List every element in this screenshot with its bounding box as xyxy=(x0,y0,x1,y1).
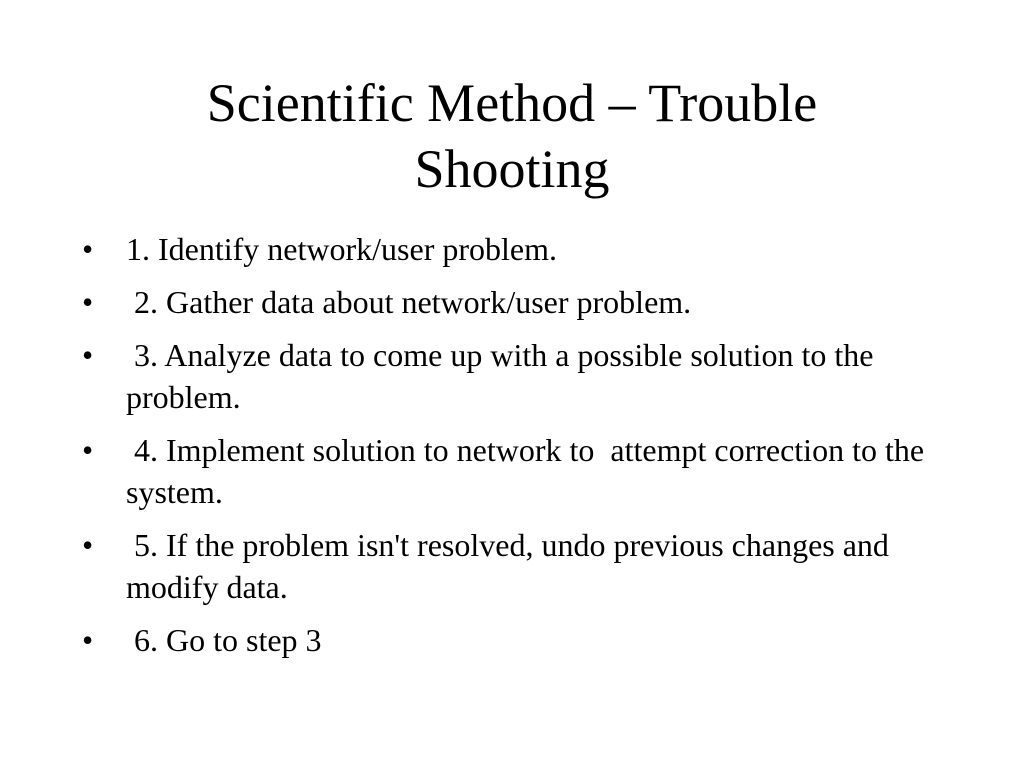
bullet-item-6 xyxy=(82,619,962,661)
bullet-item-3 xyxy=(82,334,962,418)
bullet-point-icon: • xyxy=(82,622,94,658)
bullet-text: 6. Go to step 3 xyxy=(126,622,322,658)
bullet-item-5 xyxy=(82,524,962,608)
slide-title-line-2: Shooting xyxy=(414,139,610,199)
bullet-text: 5. If the problem isn't resolved, undo previous changes and modify data. xyxy=(126,527,897,605)
bullet-point-icon: • xyxy=(82,284,94,320)
bullet-text: 1. Identify network/user problem. xyxy=(126,231,557,267)
bullet-point-icon: • xyxy=(82,231,94,267)
bullet-point-icon: • xyxy=(82,432,94,468)
bullet-point-icon: • xyxy=(82,337,94,373)
bullet-item-4 xyxy=(82,429,962,513)
slide-title xyxy=(0,70,1024,202)
bullet-text: 2. Gather data about network/user problem. xyxy=(126,284,692,320)
bullet-item-2 xyxy=(82,281,962,323)
bullet-item-1 xyxy=(82,228,962,270)
bullet-point-icon: • xyxy=(82,527,94,563)
bullet-text: 3. Analyze data to come up with a possible solution to the problem. xyxy=(126,337,882,415)
bullet-list xyxy=(82,228,962,672)
slide-title-line-1: Scientific Method – Trouble xyxy=(206,73,818,133)
bullet-text: 4. Implement solution to network to attempt correction to the system. xyxy=(126,432,933,510)
